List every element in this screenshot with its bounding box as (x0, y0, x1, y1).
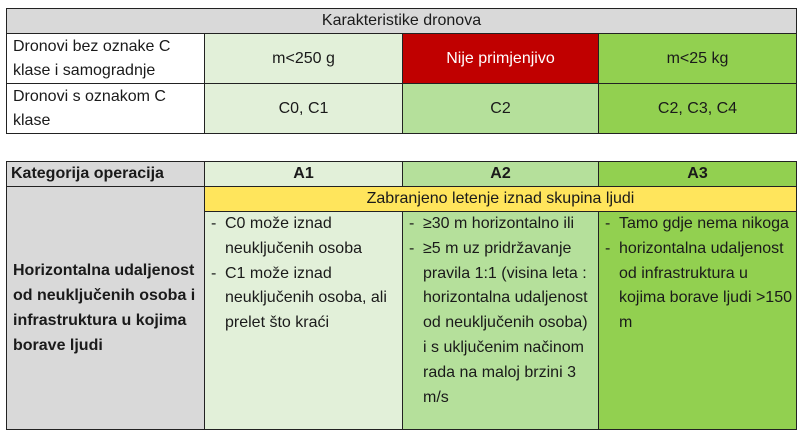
characteristics-title: Karakteristike dronova (7, 9, 797, 34)
a3-rules (599, 212, 797, 430)
a1-rules (205, 212, 403, 430)
list-item: - ≥30 m horizontalno ili (407, 212, 594, 237)
header-a1: A1 (205, 162, 403, 187)
operation-categories-table (6, 161, 797, 430)
list-item: - C0 može iznad neuključenih osoba (209, 212, 398, 262)
no-fly-over-crowds-banner: Zabranjeno letenje iznad skupina ljudi (205, 187, 797, 212)
distance-row-label: Horizontalna udaljenost od neuključenih osoba i infrastruktura u kojima borave ljudi (7, 187, 205, 430)
list-item: - horizontalna udaljenost od infrastruktura u kojima borave ljudi >150 m (603, 237, 792, 336)
a2-not-applicable: Nije primjenjivo (403, 34, 599, 84)
table-row (7, 187, 797, 212)
a2-classes: C2 (403, 84, 599, 134)
drone-characteristics-table (6, 8, 797, 134)
category-header-label: Kategorija operacija (7, 162, 205, 187)
header-a3: A3 (599, 162, 797, 187)
header-a2: A2 (403, 162, 599, 187)
row-label-no-c-class: Dronovi bez oznake C klase i samogradnje (7, 34, 205, 84)
a3-mass-limit: m<25 kg (599, 34, 797, 84)
a3-classes: C2, C3, C4 (599, 84, 797, 134)
list-item: - C1 može iznad neuključenih osoba, ali prelet što kraći (209, 262, 398, 336)
list-item: - Tamo gdje nema nikoga (603, 212, 792, 237)
table-row (7, 34, 797, 84)
table-row (7, 84, 797, 134)
a2-rules (403, 212, 599, 430)
a1-mass-limit: m<250 g (205, 34, 403, 84)
list-item: - ≥5 m uz pridržavanje pravila 1:1 (visina leta : horizontalna udaljenost od neuključenih osoba) i s uključenim načinom rada na maloj brzini 3 m/s (407, 237, 594, 411)
a1-classes: C0, C1 (205, 84, 403, 134)
row-label-c-class: Dronovi s oznakom C klase (7, 84, 205, 134)
table-header-row (7, 162, 797, 187)
